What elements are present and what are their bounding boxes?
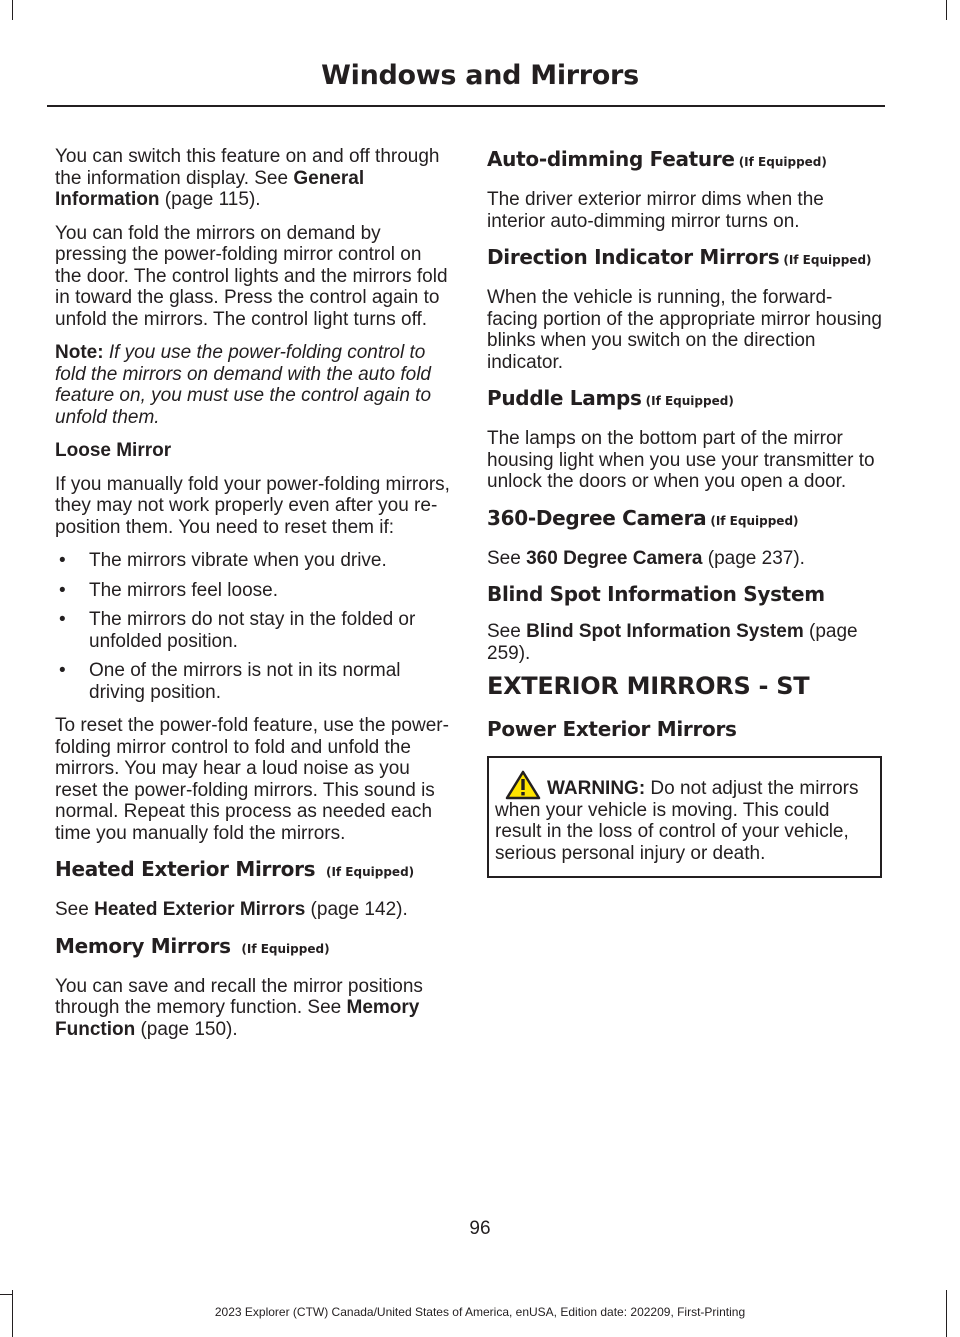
list-item: • One of the mirrors is not in its normal driving position.	[59, 660, 401, 703]
crop-mark	[946, 0, 947, 20]
section-heading-loose-mirror: Loose Mirror	[55, 440, 172, 461]
right-column	[487, 146, 882, 878]
list-item: • The mirrors vibrate when you drive.	[59, 550, 387, 571]
warning-text: Do not adjust the mirrors when your vehicle is moving. This could result in the loss of control of your vehicle, serious personal injury or death.	[495, 777, 859, 864]
paragraph: See Blind Spot Information System (page 259).	[487, 621, 858, 664]
paragraph: You can save and recall the mirror positions through the memory function. See Memory Function (page 150).	[55, 975, 423, 1040]
cross-reference-link[interactable]: Blind Spot Information System	[526, 621, 804, 642]
note-label: Note:	[55, 342, 104, 363]
list-item: • The mirrors feel loose.	[59, 579, 279, 601]
if-equipped-label: (If Equipped)	[325, 865, 415, 879]
left-column	[55, 146, 450, 1052]
if-equipped-label: (If Equipped)	[783, 253, 872, 267]
paragraph: The lamps on the bottom part of the mirror housing light when you use your transmitter to unlock the doors or when you open a door.	[487, 428, 875, 492]
if-equipped-label: (If Equipped)	[738, 155, 827, 169]
section-heading-heated-mirrors: Heated Exterior Mirrors (If Equipped)	[55, 857, 415, 881]
paragraph: You can fold the mirrors on demand by pressing the power-folding mirror control on the door. The control lights and the mirrors fold in toward the glass. Press the control again to unfold the mirrors. The control light turns off.	[55, 222, 448, 330]
section-heading-direction-indicator: Direction Indicator Mirrors (If Equipped)	[487, 245, 872, 269]
cross-reference-link[interactable]: Memory Function	[55, 997, 420, 1040]
section-heading-memory-mirrors: Memory Mirrors (If Equipped)	[55, 933, 330, 958]
bullet-icon: •	[59, 660, 66, 681]
paragraph: When the vehicle is running, the forward-facing portion of the appropriate mirror housing blinks when you switch on the direction indicator.	[487, 287, 883, 373]
bullet-list	[55, 550, 450, 703]
crop-mark	[0, 1294, 12, 1295]
if-equipped-label: (If Equipped)	[645, 394, 734, 408]
bullet-icon: •	[59, 609, 66, 630]
warning-triangle-icon	[505, 770, 541, 800]
paragraph: To reset the power-fold feature, use the power-folding mirror control to fold and unfold the mirrors. You may hear a loud noise as you reset the power-folding mirrors. This sound is normal. Repeat this process as needed each time you manually fold the mirrors.	[55, 715, 449, 844]
bullet-icon: •	[59, 579, 66, 601]
warning-box	[487, 756, 882, 879]
crop-mark	[12, 0, 13, 20]
section-heading-blind-spot: Blind Spot Information System	[487, 582, 825, 606]
section-heading-auto-dimming: Auto-dimming Feature (If Equipped)	[487, 147, 827, 171]
chapter-heading-exterior-mirrors-st: EXTERIOR MIRRORS - ST	[487, 672, 810, 700]
paragraph: See Heated Exterior Mirrors (page 142).	[55, 899, 408, 920]
warning-label: WARNING:	[547, 777, 646, 799]
section-heading-power-exterior-mirrors: Power Exterior Mirrors	[487, 716, 737, 741]
list-item: • The mirrors do not stay in the folded or unfolded position.	[59, 609, 416, 652]
if-equipped-label: (If Equipped)	[710, 513, 799, 528]
paragraph: The driver exterior mirror dims when the interior auto-dimming mirror turns on.	[487, 189, 824, 232]
section-heading-puddle-lamps: Puddle Lamps (If Equipped)	[487, 386, 734, 410]
paragraph: If you manually fold your power-folding mirrors, they may not work properly even after you re-position them. You need to reset them if:	[55, 473, 450, 538]
cross-reference-link[interactable]: General Information	[55, 167, 365, 210]
cross-reference-link[interactable]: Heated Exterior Mirrors	[94, 899, 306, 920]
section-heading-360-camera: 360-Degree Camera (If Equipped)	[487, 505, 799, 530]
cross-reference-link[interactable]: 360 Degree Camera	[526, 547, 703, 569]
page-title: Windows and Mirrors	[321, 60, 639, 91]
header-divider	[47, 105, 885, 107]
paragraph: See 360 Degree Camera (page 237).	[487, 547, 805, 569]
paragraph: You can switch this feature on and off through the information display. See General Information (page 115).	[55, 146, 440, 210]
note-text: If you use the power-folding control to fold the mirrors on demand with the auto fold feature on, you must use the control again to unfold them.	[55, 342, 432, 428]
bullet-icon: •	[59, 550, 66, 571]
page-number: 96	[469, 1218, 491, 1239]
if-equipped-label: (If Equipped)	[241, 941, 330, 956]
footer-edition-info: 2023 Explorer (CTW) Canada/United States of America, enUSA, Edition date: 202209, First-Printing	[214, 1305, 746, 1319]
note	[55, 342, 450, 428]
